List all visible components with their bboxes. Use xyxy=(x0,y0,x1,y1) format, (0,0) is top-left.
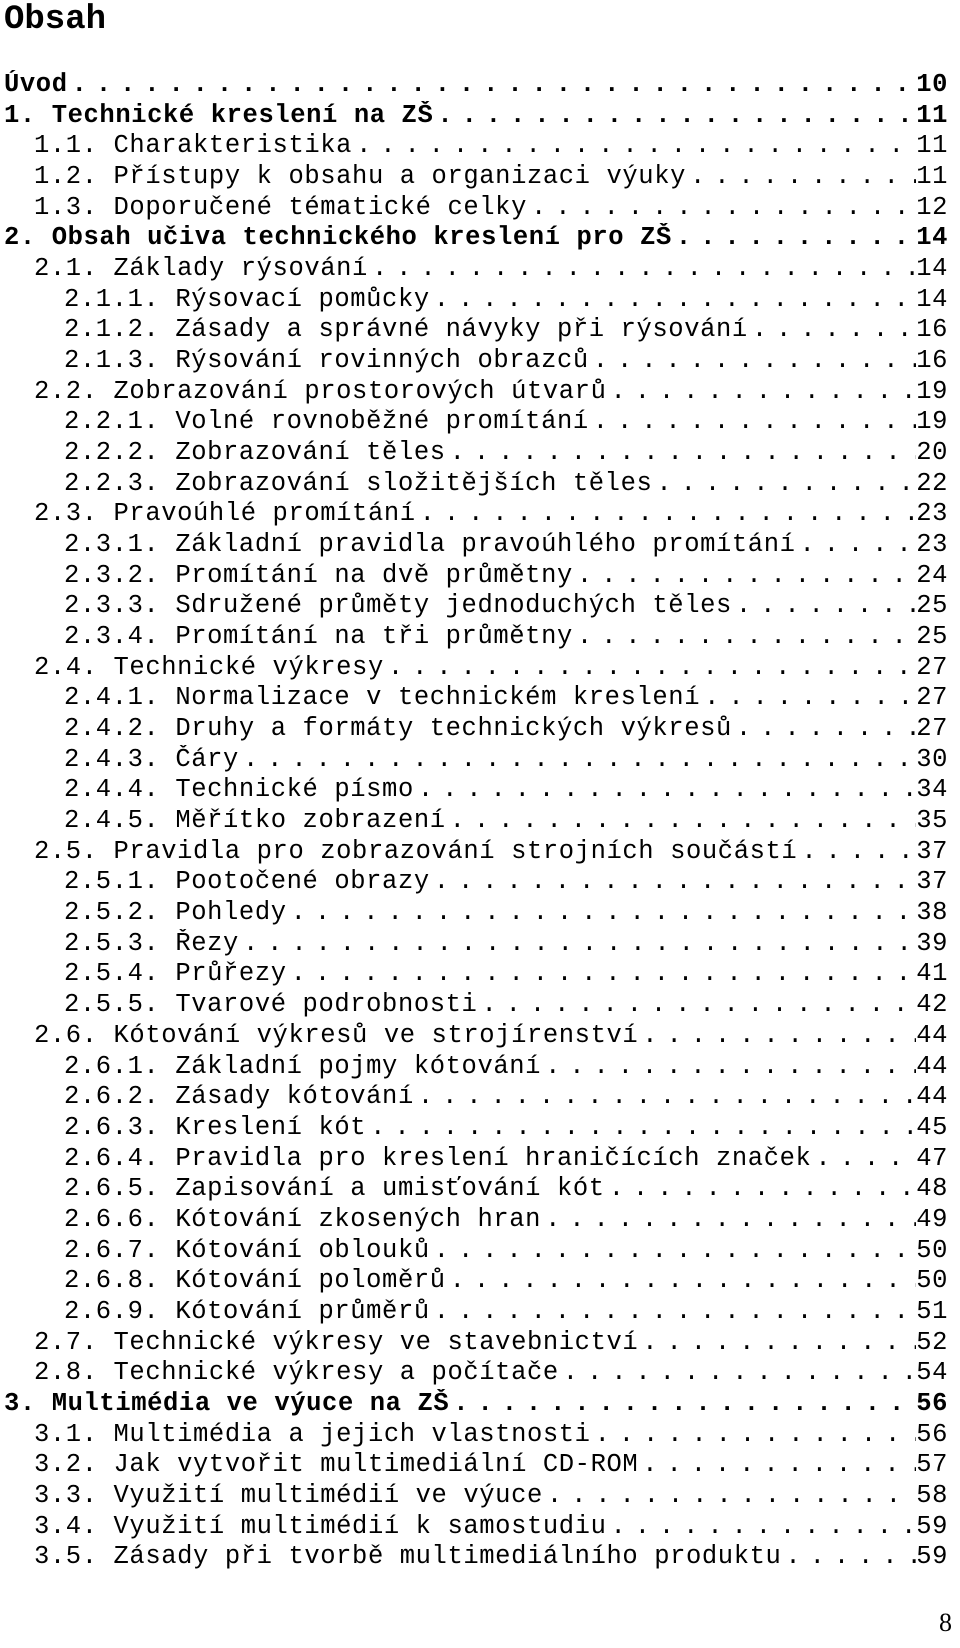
toc-entry-page: 19 xyxy=(916,407,948,437)
toc-entry[interactable] xyxy=(4,837,948,868)
toc-dot-leader xyxy=(781,1542,916,1573)
toc-dot-leader xyxy=(700,683,916,714)
toc-entry-label: 2.6.1. Základní pojmy kótování xyxy=(64,1051,542,1081)
toc-entry-page: 50 xyxy=(916,1235,948,1265)
toc-entry[interactable] xyxy=(4,1236,948,1267)
toc-entry[interactable] xyxy=(4,714,948,745)
toc-entry[interactable] xyxy=(4,438,948,469)
toc-entry[interactable] xyxy=(4,193,948,224)
toc-entry[interactable] xyxy=(4,315,948,346)
toc-entry-label: 2.4.3. Čáry xyxy=(64,744,239,774)
toc-entry[interactable] xyxy=(4,1420,948,1451)
toc-dot-leader xyxy=(384,653,916,684)
toc-entry-label: 2.3.1. Základní pravidla pravoúhlého promítání xyxy=(64,530,796,560)
toc-entry[interactable] xyxy=(4,591,948,622)
toc-dot-leader xyxy=(239,745,916,776)
toc-entry-page: 12 xyxy=(916,192,948,222)
toc-entry-page: 23 xyxy=(916,530,948,560)
toc-entry-label: 1.2. Přístupy k obsahu a organizaci výuky xyxy=(34,162,687,192)
toc-entry[interactable] xyxy=(4,929,948,960)
toc-entry[interactable] xyxy=(4,622,948,653)
toc-entry-page: 27 xyxy=(916,652,948,682)
toc-entry[interactable] xyxy=(4,162,948,193)
toc-entry-label: 1. Technické kreslení na ZŠ xyxy=(4,100,434,130)
toc-dot-leader xyxy=(638,1328,916,1359)
toc-entry-label: 2.6.9. Kótování průměrů xyxy=(64,1296,430,1326)
toc-entry-label: 2.7. Technické výkresy ve stavebnictví xyxy=(34,1327,639,1357)
toc-entry[interactable] xyxy=(4,806,948,837)
toc-dot-leader xyxy=(446,806,917,837)
toc-entry-page: 25 xyxy=(916,622,948,652)
toc-entry-page: 14 xyxy=(916,284,948,314)
toc-entry-page: 14 xyxy=(916,254,948,284)
toc-dot-leader xyxy=(68,70,917,101)
toc-dot-leader xyxy=(686,162,916,193)
toc-dot-leader xyxy=(589,407,916,438)
toc-entry-label: 3. Multimédia ve výuce na ZŠ xyxy=(4,1388,450,1418)
toc-entry[interactable] xyxy=(4,377,948,408)
toc-dot-leader xyxy=(430,867,916,898)
toc-entry-label: 3.1. Multimédia a jejich vlastnosti xyxy=(34,1419,591,1449)
toc-entry[interactable] xyxy=(4,775,948,806)
toc-entry-label: 2.4. Technické výkresy xyxy=(34,652,384,682)
toc-dot-leader xyxy=(368,254,916,285)
toc-dot-leader xyxy=(543,1481,916,1512)
toc-dot-leader xyxy=(287,959,917,990)
toc-dot-leader xyxy=(433,101,916,132)
toc-entry-page: 27 xyxy=(916,683,948,713)
page-title: Obsah xyxy=(4,1,107,39)
toc-entry-label: 1.3. Doporučené tématické celky xyxy=(34,192,527,222)
toc-entry-page: 10 xyxy=(916,70,948,99)
toc-entry[interactable] xyxy=(4,959,948,990)
toc-entry-page: 48 xyxy=(916,1174,948,1204)
toc-dot-leader xyxy=(589,346,916,377)
toc-entry-page: 11 xyxy=(916,100,948,130)
toc-entry-label: 2.5.5. Tvarové podrobnosti xyxy=(64,990,478,1020)
toc-entry[interactable] xyxy=(4,254,948,285)
toc-dot-leader xyxy=(430,285,916,316)
toc-entry-page: 14 xyxy=(916,223,948,253)
toc-entry-page: 49 xyxy=(916,1204,948,1234)
toc-dot-leader xyxy=(607,377,917,408)
toc-entry[interactable] xyxy=(4,131,948,162)
toc-dot-leader xyxy=(573,561,916,592)
page-number: 8 xyxy=(939,1608,952,1637)
toc-dot-leader xyxy=(477,990,916,1021)
toc-entry-page: 30 xyxy=(916,744,948,774)
toc-dot-leader xyxy=(446,438,917,469)
toc-entry-page: 27 xyxy=(916,714,948,744)
toc-entry-label: 2.6.8. Kótování poloměrů xyxy=(64,1266,446,1296)
toc-entry[interactable] xyxy=(4,1297,948,1328)
toc-dot-leader xyxy=(414,1082,916,1113)
toc-entry[interactable] xyxy=(4,1082,948,1113)
toc-entry[interactable] xyxy=(4,1205,948,1236)
toc-entry-page: 37 xyxy=(916,867,948,897)
toc-dot-leader xyxy=(638,1021,916,1052)
toc-entry-label: 2.2.2. Zobrazování těles xyxy=(64,438,446,468)
toc-entry-page: 20 xyxy=(916,438,948,468)
toc-dot-leader xyxy=(416,499,917,530)
toc-entry-page: 45 xyxy=(916,1112,948,1142)
toc-entry-label: 2.5.4. Průřezy xyxy=(64,959,287,989)
toc-entry-label: 2.6.5. Zapisování a umisťování kót xyxy=(64,1174,605,1204)
toc-dot-leader xyxy=(573,622,916,653)
toc-entry-label: 1.1. Charakteristika xyxy=(34,131,353,161)
toc-dot-leader xyxy=(732,714,916,745)
toc-entry-label: 2.2.1. Volné rovnoběžné promítání xyxy=(64,407,589,437)
toc-dot-leader xyxy=(672,223,916,254)
toc-entry-label: 2.1.3. Rýsování rovinných obrazců xyxy=(64,346,589,376)
toc-entry-label: 2.4.5. Měřítko zobrazení xyxy=(64,806,446,836)
toc-dot-leader xyxy=(449,1389,916,1420)
toc-dot-leader xyxy=(559,1358,916,1389)
toc-entry-label: 2.4.4. Technické písmo xyxy=(64,775,414,805)
toc-dot-leader xyxy=(414,775,916,806)
toc-entry-page: 42 xyxy=(916,990,948,1020)
toc-entry-label: 2.1.1. Rýsovací pomůcky xyxy=(64,284,430,314)
toc-entry-label: 2.6.7. Kótování oblouků xyxy=(64,1235,430,1265)
toc-entry[interactable] xyxy=(4,1542,948,1573)
toc-entry-label: 2.1.2. Zásady a správné návyky při rýsování xyxy=(64,315,748,345)
toc-entry-page: 58 xyxy=(916,1480,948,1510)
toc-entry-page: 11 xyxy=(916,131,948,161)
toc-entry[interactable] xyxy=(4,346,948,377)
table-of-contents xyxy=(4,70,948,1573)
toc-entry-label: 2.8. Technické výkresy a počítače xyxy=(34,1358,559,1388)
toc-dot-leader xyxy=(607,1512,917,1543)
toc-entry-page: 16 xyxy=(916,346,948,376)
toc-entry[interactable] xyxy=(4,530,948,561)
toc-entry-label: 2.6.2. Zásady kótování xyxy=(64,1082,414,1112)
toc-dot-leader xyxy=(541,1205,916,1236)
toc-entry-label: 2.3.4. Promítání na tři průmětny xyxy=(64,622,573,652)
toc-entry-page: 54 xyxy=(916,1358,948,1388)
toc-entry-label: 2.5.1. Pootočené obrazy xyxy=(64,867,430,897)
toc-entry-page: 23 xyxy=(916,499,948,529)
toc-dot-leader xyxy=(796,530,917,561)
toc-entry-label: 2.2.3. Zobrazování složitějších těles xyxy=(64,468,653,498)
toc-entry-label: 2.4.2. Druhy a formáty technických výkresů xyxy=(64,714,732,744)
toc-entry[interactable] xyxy=(4,70,948,101)
toc-dot-leader xyxy=(797,837,916,868)
toc-dot-leader xyxy=(430,1236,916,1267)
toc-entry-label: 2.6.4. Pravidla pro kreslení hraničících značek xyxy=(64,1143,812,1173)
toc-entry-page: 59 xyxy=(916,1511,948,1541)
toc-entry[interactable] xyxy=(4,1450,948,1481)
toc-entry[interactable] xyxy=(4,1389,948,1420)
toc-entry-label: 2.6.3. Kreslení kót xyxy=(64,1112,367,1142)
toc-entry[interactable] xyxy=(4,499,948,530)
toc-dot-leader xyxy=(446,1266,917,1297)
toc-dot-leader xyxy=(239,929,916,960)
toc-entry[interactable] xyxy=(4,1328,948,1359)
toc-entry[interactable] xyxy=(4,1512,948,1543)
toc-entry-page: 38 xyxy=(916,898,948,928)
toc-entry[interactable] xyxy=(4,1144,948,1175)
toc-entry[interactable] xyxy=(4,1113,948,1144)
toc-entry-page: 37 xyxy=(916,836,948,866)
toc-entry-label: Úvod xyxy=(4,70,68,99)
toc-dot-leader xyxy=(591,1420,917,1451)
toc-entry[interactable] xyxy=(4,683,948,714)
toc-dot-leader xyxy=(652,469,916,500)
toc-entry[interactable] xyxy=(4,1052,948,1083)
toc-entry-label: 2.3.2. Promítání na dvě průmětny xyxy=(64,560,573,590)
toc-entry-page: 56 xyxy=(916,1388,948,1418)
toc-entry[interactable] xyxy=(4,407,948,438)
toc-entry[interactable] xyxy=(4,1174,948,1205)
toc-dot-leader xyxy=(638,1450,916,1481)
toc-entry[interactable] xyxy=(4,1358,948,1389)
toc-dot-leader xyxy=(352,131,916,162)
toc-entry-page: 34 xyxy=(916,775,948,805)
toc-entry-page: 50 xyxy=(916,1266,948,1296)
toc-entry[interactable] xyxy=(4,898,948,929)
toc-entry[interactable] xyxy=(4,285,948,316)
toc-entry-page: 57 xyxy=(916,1450,948,1480)
toc-entry-page: 22 xyxy=(916,468,948,498)
toc-entry[interactable] xyxy=(4,469,948,500)
toc-dot-leader xyxy=(732,591,916,622)
toc-entry-label: 2.2. Zobrazování prostorových útvarů xyxy=(34,376,607,406)
toc-entry-page: 44 xyxy=(916,1051,948,1081)
toc-entry[interactable] xyxy=(4,561,948,592)
toc-entry-label: 2.3.3. Sdružené průměty jednoduchých těles xyxy=(64,591,732,621)
toc-entry[interactable] xyxy=(4,867,948,898)
toc-entry[interactable] xyxy=(4,223,948,254)
toc-entry-label: 3.4. Využití multimédií k samostudiu xyxy=(34,1511,607,1541)
toc-entry-label: 2.4.1. Normalizace v technickém kreslení xyxy=(64,683,701,713)
toc-dot-leader xyxy=(527,193,916,224)
toc-entry-page: 56 xyxy=(916,1419,948,1449)
toc-entry-label: 2.5. Pravidla pro zobrazování strojních součástí xyxy=(34,836,798,866)
toc-entry-page: 51 xyxy=(916,1296,948,1326)
toc-entry-page: 44 xyxy=(916,1020,948,1050)
toc-entry-page: 35 xyxy=(916,806,948,836)
toc-entry-page: 52 xyxy=(916,1327,948,1357)
toc-entry[interactable] xyxy=(4,101,948,132)
toc-entry-page: 41 xyxy=(916,959,948,989)
toc-entry-page: 59 xyxy=(916,1542,948,1572)
toc-entry[interactable] xyxy=(4,1266,948,1297)
toc-entry[interactable] xyxy=(4,1021,948,1052)
toc-entry-label: 3.2. Jak vytvořit multimediální CD-ROM xyxy=(34,1450,639,1480)
toc-entry-label: 2.5.2. Pohledy xyxy=(64,898,287,928)
toc-dot-leader xyxy=(811,1144,916,1175)
toc-entry-page: 11 xyxy=(916,162,948,192)
toc-dot-leader xyxy=(430,1297,916,1328)
toc-entry-label: 2.6.6. Kótování zkosených hran xyxy=(64,1204,542,1234)
toc-entry[interactable] xyxy=(4,745,948,776)
toc-entry-label: 2.6. Kótování výkresů ve strojírenství xyxy=(34,1020,639,1050)
toc-entry-page: 19 xyxy=(916,376,948,406)
toc-entry[interactable] xyxy=(4,653,948,684)
toc-entry-label: 2.5.3. Řezy xyxy=(64,928,239,958)
toc-entry[interactable] xyxy=(4,1481,948,1512)
toc-dot-leader xyxy=(605,1174,917,1205)
toc-dot-leader xyxy=(287,898,917,929)
toc-entry-page: 16 xyxy=(916,315,948,345)
toc-entry-page: 44 xyxy=(916,1082,948,1112)
toc-dot-leader xyxy=(541,1052,916,1083)
toc-dot-leader xyxy=(366,1113,916,1144)
toc-entry-page: 39 xyxy=(916,928,948,958)
toc-entry[interactable] xyxy=(4,990,948,1021)
toc-entry-label: 2.3. Pravoúhlé promítání xyxy=(34,499,416,529)
toc-entry-page: 25 xyxy=(916,591,948,621)
toc-entry-label: 2. Obsah učiva technického kreslení pro ZŠ xyxy=(4,223,672,253)
toc-entry-label: 2.1. Základy rýsování xyxy=(34,254,368,284)
toc-entry-page: 24 xyxy=(916,560,948,590)
toc-entry-label: 3.5. Zásady při tvorbě multimediálního produktu xyxy=(34,1542,782,1572)
toc-entry-label: 3.3. Využití multimédií ve výuce xyxy=(34,1480,543,1510)
toc-dot-leader xyxy=(748,315,916,346)
toc-entry-page: 47 xyxy=(916,1143,948,1173)
